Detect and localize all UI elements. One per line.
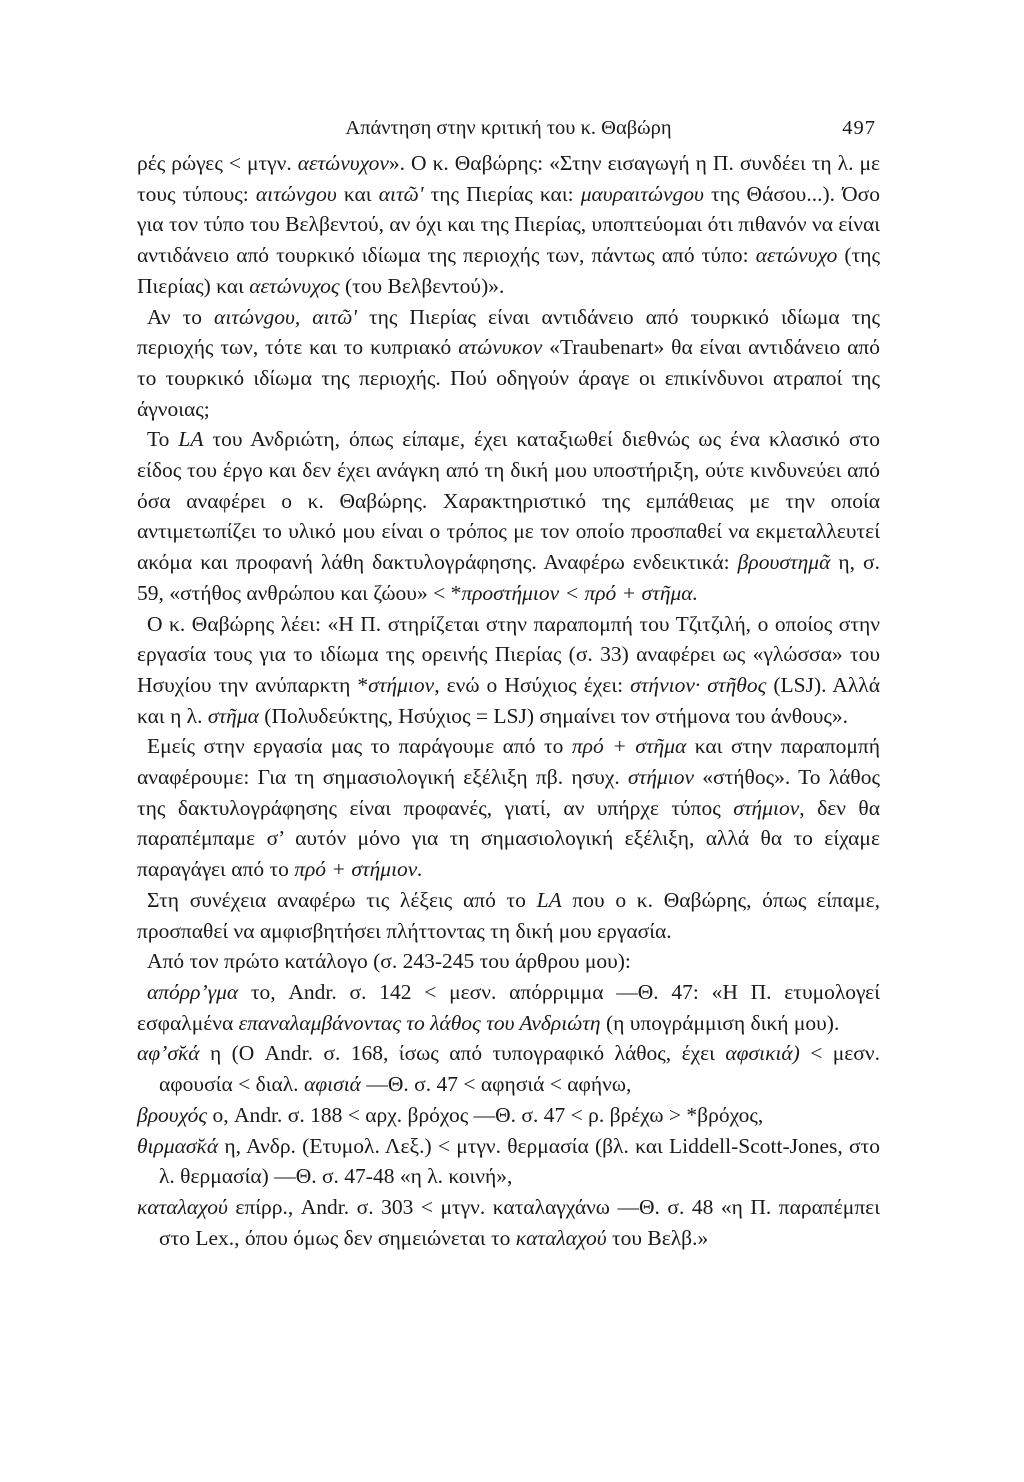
paragraph — [137, 609, 880, 732]
glossary-entry — [137, 1192, 880, 1253]
body-text — [137, 148, 880, 1253]
text-run: της Πιερίας είναι αντιδάνειο από τουρκικό ιδίωμα της περιοχής των, τότε και το κυπριακό — [137, 304, 881, 360]
italic-term: LA — [536, 887, 562, 912]
text-run: που ο κ. Θαβώρης, όπως είπαμε, προσπαθεί να αμφισβητήσει πλήττοντας τη δική μου εργασία. — [137, 887, 880, 943]
italic-term: αιτώνgου — [255, 181, 337, 206]
headword: καταλαχού — [137, 1194, 228, 1219]
headword: βρουχός — [137, 1102, 208, 1127]
italic-term: ατώνυκον — [458, 335, 543, 360]
text-run: Το — [147, 427, 179, 452]
text-run: η (Ο Andr. σ. 168, ίσως από τυπογραφικό λάθος, έχει — [199, 1041, 726, 1066]
italic-term: καταλαχού — [515, 1225, 607, 1250]
italic-term: αιτώνgου, αιτῶ' — [214, 304, 357, 329]
paragraph — [137, 946, 880, 977]
text-run: Αν το — [147, 304, 215, 329]
text-run: επίρρ., Andr. σ. 303 < μτγν. καταλαγχάνω —Θ. σ. 48 «η Π. παραπέμπει στο Lex., όπου όμως δεν σημειώνεται το — [159, 1194, 880, 1250]
text-run: η, σ. 59, «στήθος ανθρώπου και ζώου» < * — [137, 550, 880, 605]
headword: αφ’σ̆κά — [137, 1041, 200, 1066]
page-number: 497 — [842, 117, 876, 139]
text-run: < μεσν. αφουσία < διαλ. — [159, 1041, 880, 1097]
italic-term: επαναλαμβάνοντας το λάθος του Ανδριώτη — [238, 1010, 601, 1035]
italic-term: στῆμα — [207, 703, 259, 728]
text-run: της Πιερίας και: — [423, 181, 581, 206]
paragraph — [137, 302, 880, 425]
paragraph — [137, 885, 880, 946]
italic-term: LA — [178, 427, 204, 452]
italic-term: αετώνυχον — [297, 151, 389, 175]
text-run: , δεν θα παραπέμπαμε σ’ αυτόν μόνο για τη σημασιολογική εξέλιξη, αλλά θα το είχαμε παραγάγει από το — [137, 795, 880, 882]
italic-term: βρουστημᾶ — [737, 550, 831, 575]
paragraph — [137, 731, 880, 885]
text-run: «στήθος». Το λάθος της δακτυλογράφησης είναι προφανές, γιατί, αν υπήρχε τύπος — [137, 765, 880, 820]
headword: απόρρ’γμα — [147, 979, 239, 1004]
italic-term: μαυραιτώνgου — [580, 181, 704, 206]
text-run: η, Ανδρ. (Ετυμολ. Λεξ.) < μτγν. θερμασία (βλ. και Liddell-Scott-Jones, στο λ. θερμασία) —Θ. σ. 47-48 «η λ. κοινή», — [159, 1133, 880, 1189]
text-run: (Πολυδεύκτης, Ησύχιος = LSJ) σημαίνει τον στήμονα του άνθους». — [258, 703, 849, 728]
glossary-entry — [137, 1131, 880, 1192]
italic-term: στήμιον — [368, 672, 435, 697]
text-run: (της Πιερίας) και — [137, 243, 880, 298]
italic-term: αφσικιά) — [725, 1041, 800, 1066]
italic-term: αιτῶ' — [378, 181, 424, 206]
text-run: και — [336, 181, 379, 206]
text-run: Ο κ. Θαβώρης λέει: «Η Π. στηρίζεται στην παραπομπή του Τζιτζιλή, ο οποίος στην εργασία τους για το ιδίωμα της ορεινής Πιερίας (σ. 33) αναφέρει ως «γλώσσα» του Ησυχίου την ανύπαρκτη * — [137, 611, 880, 697]
text-run: , ενώ ο Ησύχιος έχει: — [434, 672, 631, 697]
paragraph-continuation — [137, 148, 880, 302]
text-run: (η υπογράμμιση δική μου). — [600, 1010, 840, 1035]
italic-term: προστήμιον < πρό + στῆμα. — [461, 580, 698, 605]
text-run: —Θ. σ. 47 < αφησιά < αφήνω, — [360, 1072, 632, 1097]
text-run: του Ανδριώτη, όπως είπαμε, έχει καταξιωθεί διεθνώς ως ένα κλασικό στο είδος του έργο και δεν έχει ανάγκη από τη δική μου υποστήριξη, ούτε κινδυνεύει από όσα αναφέρει ο κ. Θαβώρης. Χαρακτηριστικό της εμπάθειας με την οποία αντιμετωπίζει το υλικό μου είναι ο τρόπος με τον οποίο προσπαθεί να εκμεταλλευτεί ακόμα και προφανή λάθη δακτυλογράφησης. Αναφέρω ενδεικτικά: — [137, 427, 881, 575]
italic-term: πρό + στῆμα — [571, 734, 687, 759]
italic-term: στήμιον — [733, 795, 800, 820]
text-run: το, Andr. σ. 142 < μεσν. απόρριμμα —Θ. 47: «Η Π. ετυμολογεί εσφαλμένα — [137, 979, 880, 1035]
italic-term: αφισιά — [303, 1072, 361, 1097]
text-run: Στη συνέχεια αναφέρω τις λέξεις από το — [147, 887, 537, 912]
italic-term: αετώνυχος — [249, 273, 340, 298]
text-run: «Traubenart» θα είναι αντιδάνειο από το τουρκικό ιδίωμα της περιοχής. Πού οδηγούν άραγε οι επικίνδυνοι ατραποί της άγνοιας; — [137, 335, 881, 421]
text-run: ρές ρώγες < μτγν. — [137, 151, 298, 175]
text-run: και στην παραπομπή αναφέρουμε: Για τη σημασιολογική εξέλιξη πβ. ησυχ. — [137, 734, 880, 790]
italic-term: στήμιον — [628, 765, 695, 790]
italic-term: πρό + στήμιον. — [294, 857, 423, 882]
glossary-entry — [137, 1100, 880, 1131]
italic-term: αετώνυχο — [755, 243, 838, 268]
text-run: (LSJ). Αλλά και η λ. — [137, 672, 880, 728]
text-run: Εμείς στην εργασία μας το παράγουμε από το — [147, 734, 572, 759]
headword: θιρμασ̆κά — [137, 1133, 219, 1158]
text-run: Από τον πρώτο κατάλογο (σ. 243-245 του άρθρου μου): — [147, 949, 631, 974]
glossary-entry — [137, 977, 880, 1038]
text-run: ο, Andr. σ. 188 < αρχ. βρόχος —Θ. σ. 47 < ρ. βρέχω > *βρόχος, — [207, 1102, 764, 1127]
running-title: Απάντηση στην κριτική του κ. Θαβώρη — [345, 117, 672, 139]
text-run: του Βελβ.» — [606, 1225, 709, 1250]
page-header — [137, 114, 880, 146]
italic-term: στήνιον· στῆθος — [630, 672, 767, 697]
text-run: ». Ο κ. Θαβώρης: «Στην εισαγωγή η Π. συνδέει τη λ. με τους τύπους: — [137, 151, 880, 206]
text-run: της Θάσου...). Όσο για τον τύπο του Βελβεντού, αν όχι και της Πιερίας, υποπτεύομαι ότι πιθανόν να είναι αντιδάνειο από τουρκικό ιδίωμα της περιοχής των, πάντως από τύπο: — [137, 181, 880, 268]
text-run: (του Βελβεντού)». — [339, 273, 505, 298]
paragraph — [137, 424, 880, 608]
glossary-entry — [137, 1038, 880, 1099]
